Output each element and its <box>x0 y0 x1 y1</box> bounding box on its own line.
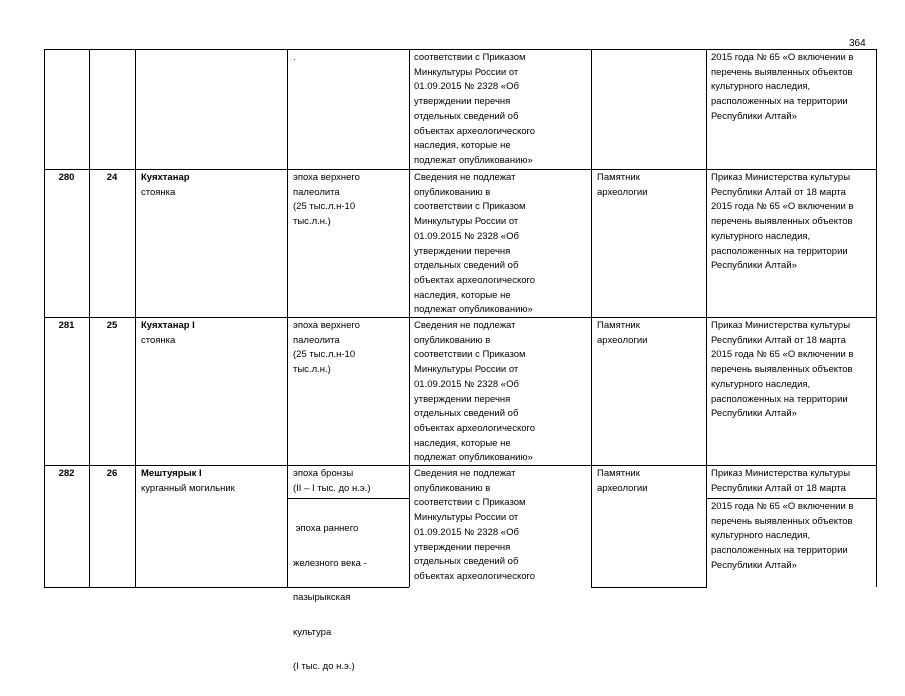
row-number: 282 <box>58 468 75 479</box>
table-border <box>44 49 45 587</box>
row-number: 281 <box>58 320 75 331</box>
name-cell <box>141 319 195 348</box>
site-name: Куяхтанар <box>141 172 190 183</box>
table-border <box>706 498 877 499</box>
table-border <box>409 49 410 587</box>
doc-cell-secondary: 2015 года № 65 «О включении в перечень выявленных объектов культурного наследия, расположенных на территории Республики Алтай» <box>711 501 854 571</box>
period-cell-secondary: эпоха раннего железного века - пазырыкская культура (I тыс. до н.э.) <box>293 523 367 672</box>
doc-cell: Приказ Министерства культуры Республики Алтай от 18 марта <box>711 468 851 494</box>
row-subnumber: 24 <box>106 172 118 183</box>
period-cell: эпоха верхнего палеолита (25 тыс.л.н-10 тыс.л.н.) <box>293 320 360 376</box>
table-border <box>44 169 877 170</box>
page-number: 364 <box>849 38 866 49</box>
table-border <box>287 49 288 587</box>
period-cell: эпоха верхнего палеолита (25 тыс.л.н-10 тыс.л.н.) <box>293 172 360 228</box>
row-subnumber: 26 <box>106 468 118 479</box>
doc-cell: Приказ Министерства культуры Республики Алтай от 18 марта 2015 года № 65 «О включении в перечень выявленных объектов культурного наследия, расположенных на территории Республики Алтай» <box>711 320 854 420</box>
table-border <box>706 49 707 587</box>
info-cell: Сведения не подлежат опубликованию в соответствии с Приказом Минкультуры России от 01.09.2015 № 2328 «Об утверждении перечня отдельных сведений об объектах археологического наследия, которые не подлежат опубликованию» <box>414 320 536 464</box>
site-kind: курганный могильник <box>141 482 235 494</box>
row-subnumber: 25 <box>106 320 118 331</box>
table-border <box>89 49 90 587</box>
category-cell: Памятник археологии <box>597 172 648 198</box>
period-cell: эпоха бронзы (II – I тыс. до н.э.) <box>293 468 371 494</box>
doc-cell: 2015 года № 65 «О включении в перечень выявленных объектов культурного наследия, расположенных на территории Республики Алтай» <box>711 52 854 122</box>
category-cell: Памятник археологии <box>597 320 648 346</box>
site-kind: стоянка <box>141 334 176 346</box>
site-name: Куяхтанар I <box>141 320 195 331</box>
row-number: 280 <box>58 172 75 183</box>
name-cell <box>141 171 190 200</box>
doc-cell: Приказ Министерства культуры Республики Алтай от 18 марта 2015 года № 65 «О включении в перечень выявленных объектов культурного наследия, расположенных на территории Республики Алтай» <box>711 172 854 272</box>
period-cell: . <box>293 52 296 63</box>
table-border <box>287 498 409 499</box>
info-cell: Сведения не подлежат опубликованию в соответствии с Приказом Минкультуры России от 01.09.2015 № 2328 «Об утверждении перечня отдельных сведений об объектах археологического наследия, которые не подлежат опубликованию» <box>414 172 536 316</box>
table-border <box>591 587 707 588</box>
site-name: Мештуярык I <box>141 468 202 479</box>
name-cell <box>141 467 235 496</box>
info-cell: соответствии с Приказом Минкультуры России от 01.09.2015 № 2328 «Об утверждении перечня отдельных сведений об объектах археологического наследия, которые не подлежат опубликованию» <box>414 52 536 166</box>
table-border <box>135 49 136 587</box>
info-cell: Сведения не подлежат опубликованию в соответствии с Приказом Минкультуры России от 01.09.2015 № 2328 «Об утверждении перечня отдельных сведений об объектах археологического <box>414 468 536 582</box>
site-kind: стоянка <box>141 186 176 198</box>
table-border <box>876 49 877 587</box>
category-cell: Памятник археологии <box>597 468 648 494</box>
table-border <box>44 49 877 50</box>
table-border <box>591 49 592 587</box>
